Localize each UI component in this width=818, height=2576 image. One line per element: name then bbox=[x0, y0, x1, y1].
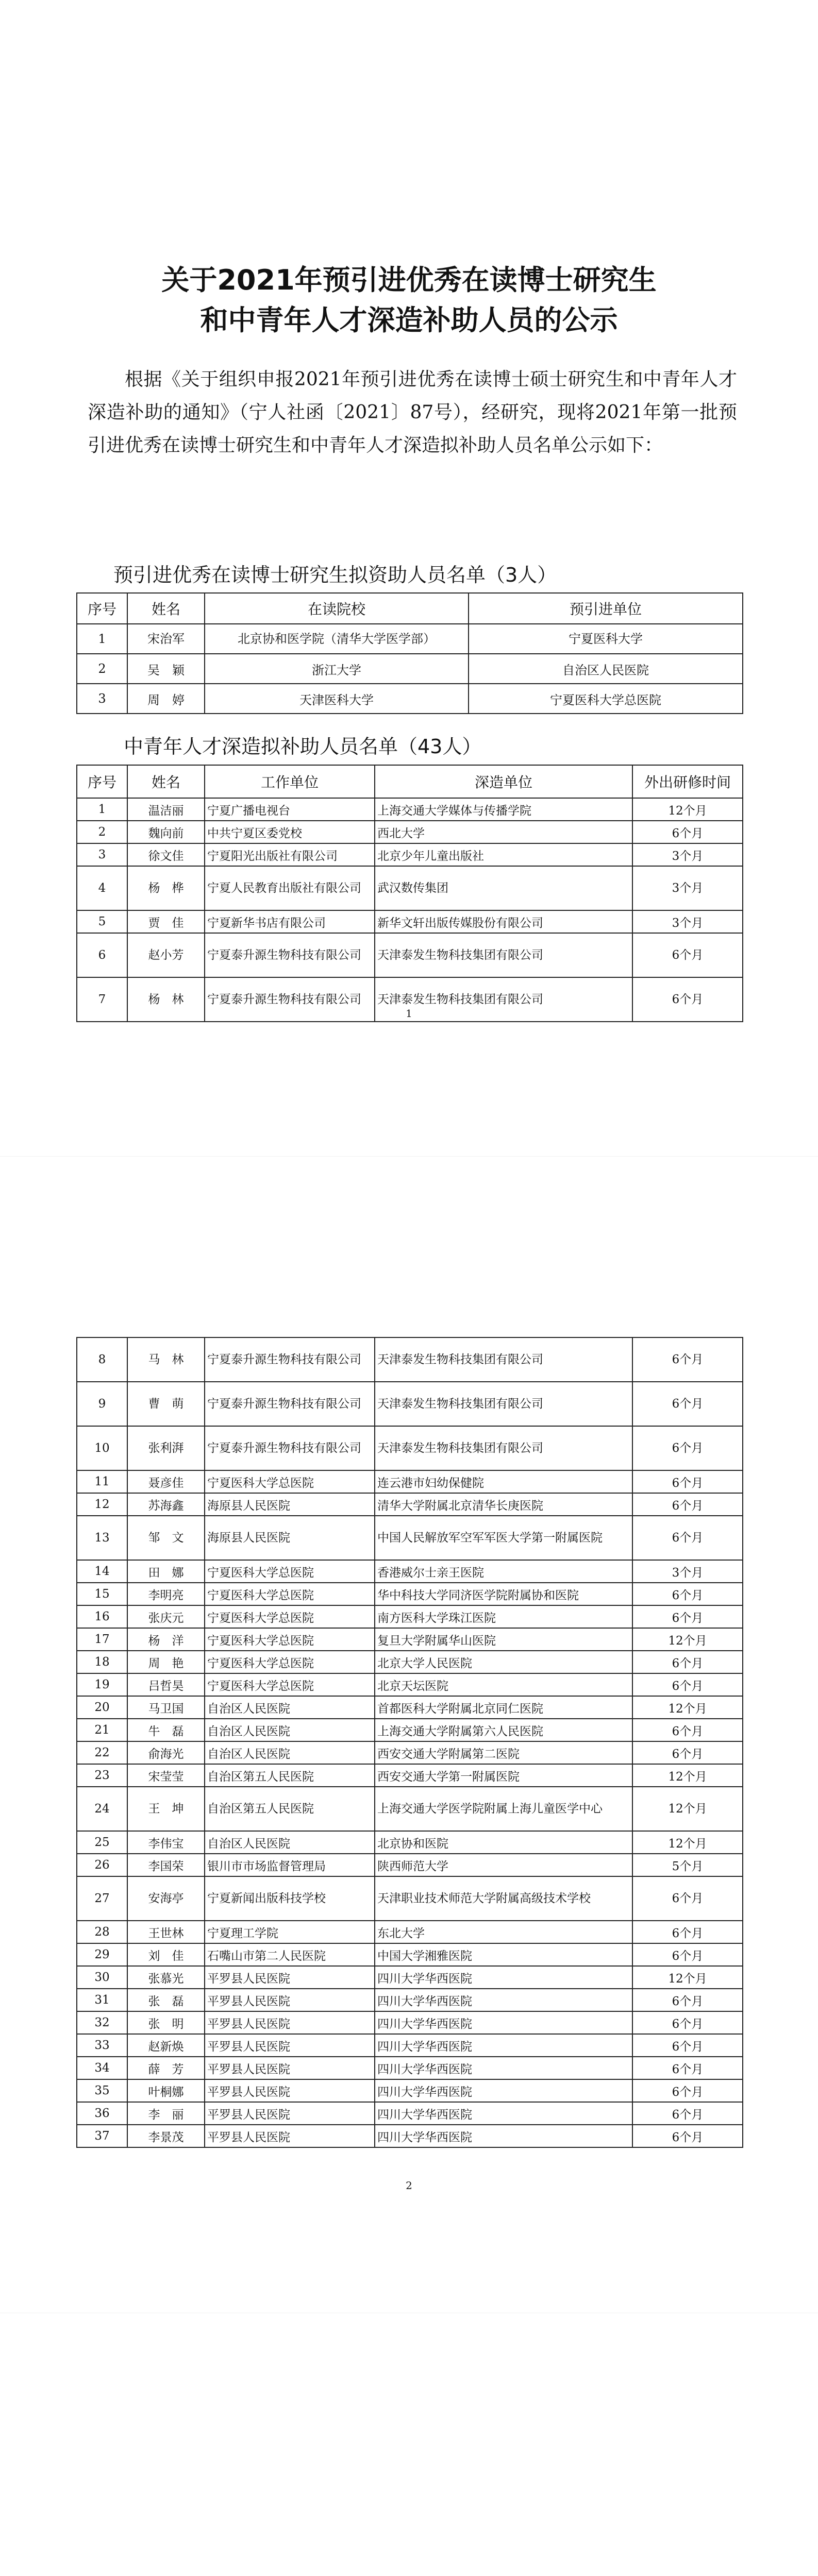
table-row bbox=[77, 1493, 743, 1516]
table-cell: 香港威尔士亲王医院 bbox=[375, 1560, 632, 1583]
table-cell: 3个月 bbox=[632, 843, 743, 866]
table-row bbox=[77, 1943, 743, 1966]
table-cell: 温洁丽 bbox=[127, 798, 205, 821]
table-row bbox=[77, 624, 743, 654]
table-cell: 天津职业技术师范大学附属高级技术学校 bbox=[375, 1876, 632, 1921]
table-cell: 6个月 bbox=[632, 2034, 743, 2057]
table-cell: 俞海光 bbox=[127, 1741, 205, 1764]
table-cell: 连云港市妇幼保健院 bbox=[375, 1470, 632, 1493]
table-cell: 宁夏理工学院 bbox=[205, 1921, 375, 1943]
table-row bbox=[77, 1831, 743, 1854]
table-row bbox=[77, 1854, 743, 1876]
table-cell: 6个月 bbox=[632, 2102, 743, 2125]
table-row bbox=[77, 2011, 743, 2034]
table-cell: 平罗县人民医院 bbox=[205, 2011, 375, 2034]
table-cell: 6个月 bbox=[632, 1382, 743, 1426]
table-cell: 四川大学华西医院 bbox=[375, 2057, 632, 2079]
table-cell: 上海交通大学医学院附属上海儿童医学中心 bbox=[375, 1787, 632, 1831]
table-row bbox=[77, 1516, 743, 1560]
table-cell: 李明亮 bbox=[127, 1583, 205, 1605]
table-cell: 宋治军 bbox=[127, 624, 205, 654]
column-header: 姓名 bbox=[127, 765, 205, 798]
table-cell: 宁夏新华书店有限公司 bbox=[205, 910, 375, 933]
table-cell: 6个月 bbox=[632, 2011, 743, 2034]
table-cell: 18 bbox=[77, 1651, 127, 1673]
table-cell: 19 bbox=[77, 1673, 127, 1696]
table-cell: 薛 芳 bbox=[127, 2057, 205, 2079]
table-cell: 宁夏新闻出版科技学校 bbox=[205, 1876, 375, 1921]
column-header: 预引进单位 bbox=[469, 593, 743, 624]
table-cell: 曹 萌 bbox=[127, 1382, 205, 1426]
table-cell: 6个月 bbox=[632, 1605, 743, 1628]
table-cell: 李伟宝 bbox=[127, 1831, 205, 1854]
table-row bbox=[77, 1651, 743, 1673]
table-cell: 徐文佳 bbox=[127, 843, 205, 866]
table-cell: 张 磊 bbox=[127, 1989, 205, 2011]
table-row bbox=[77, 821, 743, 843]
table-cell: 自治区人民医院 bbox=[205, 1696, 375, 1719]
table-cell: 复旦大学附属华山医院 bbox=[375, 1628, 632, 1651]
table-row bbox=[77, 1719, 743, 1741]
table-cell: 20 bbox=[77, 1696, 127, 1719]
table-cell: 西安交通大学附属第二医院 bbox=[375, 1741, 632, 1764]
table-cell: 天津泰发生物科技集团有限公司 bbox=[375, 1426, 632, 1470]
table-cell: 吕哲昊 bbox=[127, 1673, 205, 1696]
table-cell: 2 bbox=[77, 821, 127, 843]
table-cell: 32 bbox=[77, 2011, 127, 2034]
table-cell: 27 bbox=[77, 1876, 127, 1921]
table-cell: 6个月 bbox=[632, 2057, 743, 2079]
table-cell: 赵新焕 bbox=[127, 2034, 205, 2057]
table-cell: 浙江大学 bbox=[205, 654, 469, 684]
table-cell: 14 bbox=[77, 1560, 127, 1583]
table-cell: 西安交通大学第一附属医院 bbox=[375, 1764, 632, 1787]
table-cell: 平罗县人民医院 bbox=[205, 2079, 375, 2102]
table-cell: 四川大学华西医院 bbox=[375, 2011, 632, 2034]
table-row bbox=[77, 910, 743, 933]
table-cell: 天津泰发生物科技集团有限公司 bbox=[375, 977, 632, 1022]
table-cell: 石嘴山市第二人民医院 bbox=[205, 1943, 375, 1966]
table-cell: 吴 颖 bbox=[127, 654, 205, 684]
table-cell: 聂彦佳 bbox=[127, 1470, 205, 1493]
table-cell: 宁夏医科大学总医院 bbox=[205, 1673, 375, 1696]
table-cell: 平罗县人民医院 bbox=[205, 1989, 375, 2011]
table-cell: 6个月 bbox=[632, 1651, 743, 1673]
page-number: 2 bbox=[406, 2179, 412, 2192]
table-cell: 上海交通大学附属第六人民医院 bbox=[375, 1719, 632, 1741]
table-cell: 宁夏医科大学总医院 bbox=[205, 1583, 375, 1605]
table-row bbox=[77, 1426, 743, 1470]
table-cell: 12个月 bbox=[632, 1628, 743, 1651]
table-cell: 杨 洋 bbox=[127, 1628, 205, 1651]
table-cell: 东北大学 bbox=[375, 1921, 632, 1943]
table-cell: 中共宁夏区委党校 bbox=[205, 821, 375, 843]
table-header-row bbox=[77, 765, 743, 798]
column-header: 序号 bbox=[77, 593, 127, 624]
table-cell: 四川大学华西医院 bbox=[375, 2102, 632, 2125]
table-cell: 6个月 bbox=[632, 821, 743, 843]
table-cell: 29 bbox=[77, 1943, 127, 1966]
table-row bbox=[77, 654, 743, 684]
table-cell: 张利湃 bbox=[127, 1426, 205, 1470]
table-cell: 王世林 bbox=[127, 1921, 205, 1943]
table-row bbox=[77, 843, 743, 866]
table-cell: 自治区第五人民医院 bbox=[205, 1764, 375, 1787]
table-cell: 银川市市场监督管理局 bbox=[205, 1854, 375, 1876]
table-cell: 12个月 bbox=[632, 1764, 743, 1787]
table-cell: 平罗县人民医院 bbox=[205, 2057, 375, 2079]
table-cell: 宁夏医科大学总医院 bbox=[205, 1560, 375, 1583]
table-cell: 6个月 bbox=[632, 1583, 743, 1605]
table-cell: 牛 磊 bbox=[127, 1719, 205, 1741]
table-cell: 6个月 bbox=[632, 2079, 743, 2102]
table-cell: 李景茂 bbox=[127, 2125, 205, 2147]
table-row bbox=[77, 2102, 743, 2125]
table-row bbox=[77, 798, 743, 821]
table-cell: 6个月 bbox=[632, 1470, 743, 1493]
table-cell: 杨 林 bbox=[127, 977, 205, 1022]
table-cell: 15 bbox=[77, 1583, 127, 1605]
table-cell: 25 bbox=[77, 1831, 127, 1854]
table-cell: 海原县人民医院 bbox=[205, 1516, 375, 1560]
table-row bbox=[77, 2034, 743, 2057]
table-cell: 魏向前 bbox=[127, 821, 205, 843]
table-cell: 5 bbox=[77, 910, 127, 933]
table-cell: 平罗县人民医院 bbox=[205, 2102, 375, 2125]
table-cell: 中国大学湘雅医院 bbox=[375, 1943, 632, 1966]
table-cell: 四川大学华西医院 bbox=[375, 2125, 632, 2147]
table-cell: 华中科技大学同济医学院附属协和医院 bbox=[375, 1583, 632, 1605]
table-cell: 马 林 bbox=[127, 1337, 205, 1382]
table-cell: 9 bbox=[77, 1382, 127, 1426]
table-row bbox=[77, 1605, 743, 1628]
table-cell: 贾 佳 bbox=[127, 910, 205, 933]
table-cell: 6个月 bbox=[632, 1493, 743, 1516]
table-cell: 6个月 bbox=[632, 1989, 743, 2011]
table-cell: 宁夏广播电视台 bbox=[205, 798, 375, 821]
table-cell: 张庆元 bbox=[127, 1605, 205, 1628]
table-cell: 23 bbox=[77, 1764, 127, 1787]
table-cell: 新华文轩出版传媒股份有限公司 bbox=[375, 910, 632, 933]
table-cell: 宁夏医科大学总医院 bbox=[205, 1605, 375, 1628]
table-cell: 首都医科大学附属北京同仁医院 bbox=[375, 1696, 632, 1719]
page-1 bbox=[0, 0, 818, 1157]
table-row bbox=[77, 1470, 743, 1493]
table-row bbox=[77, 1989, 743, 2011]
table-row bbox=[77, 1921, 743, 1943]
table-cell: 平罗县人民医院 bbox=[205, 2034, 375, 2057]
table-cell: 31 bbox=[77, 1989, 127, 2011]
table-cell: 3 bbox=[77, 684, 127, 714]
table-cell: 四川大学华西医院 bbox=[375, 1989, 632, 2011]
table-row bbox=[77, 1673, 743, 1696]
table-cell: 12个月 bbox=[632, 1966, 743, 1989]
table-cell: 16 bbox=[77, 1605, 127, 1628]
table-cell: 6个月 bbox=[632, 1876, 743, 1921]
table-row bbox=[77, 1583, 743, 1605]
table-row bbox=[77, 1764, 743, 1787]
table-cell: 北京协和医学院（清华大学医学部） bbox=[205, 624, 469, 654]
table-cell: 刘 佳 bbox=[127, 1943, 205, 1966]
table-cell: 24 bbox=[77, 1787, 127, 1831]
table-cell: 天津医科大学 bbox=[205, 684, 469, 714]
table-cell: 马卫国 bbox=[127, 1696, 205, 1719]
table-cell: 上海交通大学媒体与传播学院 bbox=[375, 798, 632, 821]
page-3 bbox=[0, 2313, 818, 2576]
table-cell: 6个月 bbox=[632, 1426, 743, 1470]
table-cell: 自治区人民医院 bbox=[205, 1831, 375, 1854]
table-cell: 宁夏泰升源生物科技有限公司 bbox=[205, 1337, 375, 1382]
table-cell: 四川大学华西医院 bbox=[375, 2034, 632, 2057]
table-row bbox=[77, 1337, 743, 1382]
table-row bbox=[77, 933, 743, 977]
table-row bbox=[77, 2057, 743, 2079]
table-cell: 苏海鑫 bbox=[127, 1493, 205, 1516]
table-cell: 宁夏医科大学总医院 bbox=[469, 684, 743, 714]
table-cell: 赵小芳 bbox=[127, 933, 205, 977]
table-cell: 陕西师范大学 bbox=[375, 1854, 632, 1876]
table-cell: 6个月 bbox=[632, 1516, 743, 1560]
table-cell: 22 bbox=[77, 1741, 127, 1764]
table-cell: 北京少年儿童出版社 bbox=[375, 843, 632, 866]
table-cell: 33 bbox=[77, 2034, 127, 2057]
table-cell: 李国荣 bbox=[127, 1854, 205, 1876]
table-cell: 6个月 bbox=[632, 1741, 743, 1764]
table-row bbox=[77, 1876, 743, 1921]
table-cell: 自治区第五人民医院 bbox=[205, 1787, 375, 1831]
table-cell: 宁夏泰升源生物科技有限公司 bbox=[205, 1426, 375, 1470]
column-header: 深造单位 bbox=[375, 765, 632, 798]
table-cell: 3个月 bbox=[632, 910, 743, 933]
table-cell: 34 bbox=[77, 2057, 127, 2079]
table-cell: 宁夏医科大学 bbox=[469, 624, 743, 654]
table-row bbox=[77, 1560, 743, 1583]
table-cell: 张慕光 bbox=[127, 1966, 205, 1989]
table-row bbox=[77, 1741, 743, 1764]
table-cell: 南方医科大学珠江医院 bbox=[375, 1605, 632, 1628]
table-row bbox=[77, 2125, 743, 2147]
table-cell: 6个月 bbox=[632, 1673, 743, 1696]
table-cell: 宋莹莹 bbox=[127, 1764, 205, 1787]
table-cell: 北京天坛医院 bbox=[375, 1673, 632, 1696]
table-cell: 宁夏阳光出版社有限公司 bbox=[205, 843, 375, 866]
table-row bbox=[77, 2079, 743, 2102]
table-cell: 6个月 bbox=[632, 2125, 743, 2147]
table-cell: 4 bbox=[77, 866, 127, 910]
title-line-1: 关于2021年预引进优秀在读博士研究生 bbox=[161, 264, 657, 296]
column-header: 姓名 bbox=[127, 593, 205, 624]
table-row bbox=[77, 866, 743, 910]
table-cell: 3 bbox=[77, 843, 127, 866]
table-cell: 安海亭 bbox=[127, 1876, 205, 1921]
table-cell: 宁夏泰升源生物科技有限公司 bbox=[205, 933, 375, 977]
table-cell: 天津泰发生物科技集团有限公司 bbox=[375, 1337, 632, 1382]
table-cell: 21 bbox=[77, 1719, 127, 1741]
table-cell: 1 bbox=[77, 624, 127, 654]
intro-paragraph bbox=[88, 363, 737, 462]
title-line-2: 和中青年人才深造补助人员的公示 bbox=[200, 304, 618, 336]
table-cell: 清华大学附属北京清华长庚医院 bbox=[375, 1493, 632, 1516]
table-cell: 6个月 bbox=[632, 1337, 743, 1382]
table-row bbox=[77, 1966, 743, 1989]
table-cell: 邹 文 bbox=[127, 1516, 205, 1560]
table-cell: 天津泰发生物科技集团有限公司 bbox=[375, 1382, 632, 1426]
table-cell: 6个月 bbox=[632, 977, 743, 1022]
table-cell: 37 bbox=[77, 2125, 127, 2147]
table-cell: 6 bbox=[77, 933, 127, 977]
table-cell: 36 bbox=[77, 2102, 127, 2125]
table-cell: 12个月 bbox=[632, 1831, 743, 1854]
column-header: 序号 bbox=[77, 765, 127, 798]
table-cell: 宁夏人民教育出版社有限公司 bbox=[205, 866, 375, 910]
doctoral-table bbox=[76, 592, 743, 714]
table-cell: 海原县人民医院 bbox=[205, 1493, 375, 1516]
table-cell: 自治区人民医院 bbox=[469, 654, 743, 684]
table-cell: 四川大学华西医院 bbox=[375, 1966, 632, 1989]
table-cell: 田 娜 bbox=[127, 1560, 205, 1583]
table-cell: 宁夏泰升源生物科技有限公司 bbox=[205, 977, 375, 1022]
table-cell: 武汉数传集团 bbox=[375, 866, 632, 910]
table-row bbox=[77, 1382, 743, 1426]
table-cell: 王 坤 bbox=[127, 1787, 205, 1831]
table-cell: 28 bbox=[77, 1921, 127, 1943]
table-cell: 杨 桦 bbox=[127, 866, 205, 910]
table-cell: 17 bbox=[77, 1628, 127, 1651]
midcareer-table-part1 bbox=[76, 765, 743, 1022]
table-cell: 2 bbox=[77, 654, 127, 684]
table-row bbox=[77, 1787, 743, 1831]
table-cell: 12个月 bbox=[632, 798, 743, 821]
intro-text: 根据《关于组织申报2021年预引进优秀在读博士硕士研究生和中青年人才深造补助的通知》（宁人社函〔2021〕87号），经研究，现将2021年第一批预引进优秀在读博士研究生和中青年人才深造拟补助人员名单公示如下： bbox=[88, 369, 737, 456]
table-cell: 叶桐娜 bbox=[127, 2079, 205, 2102]
table-cell: 5个月 bbox=[632, 1854, 743, 1876]
midcareer-heading: 中青年人才深造拟补助人员名单（43人） bbox=[124, 735, 482, 758]
table-cell: 6个月 bbox=[632, 1719, 743, 1741]
table-cell: 11 bbox=[77, 1470, 127, 1493]
table-cell: 周 艳 bbox=[127, 1651, 205, 1673]
table-cell: 北京大学人民医院 bbox=[375, 1651, 632, 1673]
table-cell: 平罗县人民医院 bbox=[205, 2125, 375, 2147]
table-cell: 10 bbox=[77, 1426, 127, 1470]
table-cell: 宁夏医科大学总医院 bbox=[205, 1470, 375, 1493]
table-cell: 中国人民解放军空军军医大学第一附属医院 bbox=[375, 1516, 632, 1560]
table-cell: 26 bbox=[77, 1854, 127, 1876]
table-row bbox=[77, 1628, 743, 1651]
table-cell: 13 bbox=[77, 1516, 127, 1560]
table-cell: 3个月 bbox=[632, 1560, 743, 1583]
column-header: 在读院校 bbox=[205, 593, 469, 624]
document-title bbox=[0, 260, 818, 341]
table-cell: 张 明 bbox=[127, 2011, 205, 2034]
table-cell: 1 bbox=[77, 798, 127, 821]
table-cell: 周 婷 bbox=[127, 684, 205, 714]
table-cell: 7 bbox=[77, 977, 127, 1022]
table-cell: 35 bbox=[77, 2079, 127, 2102]
table-cell: 12 bbox=[77, 1493, 127, 1516]
table-cell: 宁夏医科大学总医院 bbox=[205, 1651, 375, 1673]
doctoral-heading: 预引进优秀在读博士研究生拟资助人员名单（3人） bbox=[113, 564, 557, 586]
table-cell: 6个月 bbox=[632, 1921, 743, 1943]
table-cell: 宁夏泰升源生物科技有限公司 bbox=[205, 1382, 375, 1426]
table-cell: 3个月 bbox=[632, 866, 743, 910]
table-cell: 12个月 bbox=[632, 1787, 743, 1831]
page-number: 1 bbox=[406, 1007, 412, 1020]
table-cell: 平罗县人民医院 bbox=[205, 1966, 375, 1989]
table-cell: 北京协和医院 bbox=[375, 1831, 632, 1854]
column-header: 外出研修时间 bbox=[632, 765, 743, 798]
column-header: 工作单位 bbox=[205, 765, 375, 798]
table-cell: 李 丽 bbox=[127, 2102, 205, 2125]
table-cell: 30 bbox=[77, 1966, 127, 1989]
table-cell: 6个月 bbox=[632, 933, 743, 977]
table-header-row bbox=[77, 593, 743, 624]
table-cell: 宁夏医科大学总医院 bbox=[205, 1628, 375, 1651]
table-cell: 天津泰发生物科技集团有限公司 bbox=[375, 933, 632, 977]
midcareer-table-part2 bbox=[76, 1337, 743, 2148]
table-row bbox=[77, 684, 743, 714]
table-cell: 四川大学华西医院 bbox=[375, 2079, 632, 2102]
table-row bbox=[77, 1696, 743, 1719]
table-cell: 西北大学 bbox=[375, 821, 632, 843]
table-cell: 12个月 bbox=[632, 1696, 743, 1719]
table-cell: 自治区人民医院 bbox=[205, 1741, 375, 1764]
table-cell: 自治区人民医院 bbox=[205, 1719, 375, 1741]
table-cell: 8 bbox=[77, 1337, 127, 1382]
table-cell: 6个月 bbox=[632, 1943, 743, 1966]
